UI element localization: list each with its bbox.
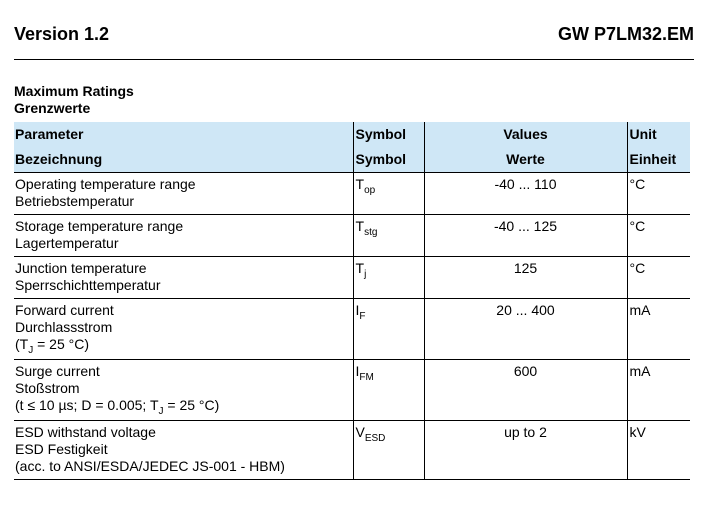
table-row <box>14 173 690 215</box>
value-cell: 20 ... 400 <box>424 299 627 360</box>
section-title <box>14 83 134 117</box>
unit-cell: kV <box>627 421 690 480</box>
header-unit: Unit Einheit <box>627 122 690 173</box>
parameter-en: Storage temperature range <box>15 218 184 234</box>
parameter-cell <box>14 299 353 360</box>
symbol-cell: $I_{FM}$ <box>353 360 424 421</box>
parameter-en: Operating temperature range <box>15 176 196 192</box>
unit-cell: mA <box>627 299 690 360</box>
parameter-cell <box>14 421 353 480</box>
header-divider <box>14 59 694 60</box>
parameter-de: Lagertemperatur <box>15 235 119 251</box>
section-title-de: Grenzwerte <box>14 100 91 116</box>
parameter-de: Stoßstrom <box>15 380 80 396</box>
table-row <box>14 215 690 257</box>
symbol-cell: $T_{stg}$ <box>353 215 424 257</box>
value-cell: -40 ... 125 <box>424 215 627 257</box>
symbol-cell: $T_j$ <box>353 257 424 299</box>
parameter-cell <box>14 173 353 215</box>
unit-cell: °C <box>627 173 690 215</box>
parameter-en: Surge current <box>15 363 100 379</box>
parameter-condition: ($T_J = 25$ °C) <box>15 336 90 356</box>
symbol-cell: $I_F$ <box>353 299 424 360</box>
table-row <box>14 421 690 480</box>
table-header-row <box>14 122 690 173</box>
table-row <box>14 299 690 360</box>
value-cell: 600 <box>424 360 627 421</box>
parameter-condition: (t ≤ 10 µs; D = 0.005; $T_J = 25$ °C) <box>15 397 220 417</box>
parameter-cell <box>14 215 353 257</box>
parameter-de: Durchlassstrom <box>15 319 113 335</box>
version-label: Version 1.2 <box>14 24 110 44</box>
value-cell: -40 ... 110 <box>424 173 627 215</box>
parameter-de: ESD Festigkeit <box>15 441 108 457</box>
parameter-de: Sperrschichttemperatur <box>15 277 161 293</box>
parameter-en: Forward current <box>15 302 114 318</box>
symbol-cell: $V_{ESD}$ <box>353 421 424 480</box>
unit-cell: mA <box>627 360 690 421</box>
header-values: Values Werte <box>424 122 627 173</box>
maximum-ratings-table <box>14 122 690 480</box>
parameter-condition: (acc. to ANSI/ESDA/JEDEC JS-001 - HBM) <box>15 458 285 474</box>
symbol-cell: $T_{op}$ <box>353 173 424 215</box>
parameter-en: ESD withstand voltage <box>15 424 156 440</box>
parameter-en: Junction temperature <box>15 260 147 276</box>
parameter-cell <box>14 257 353 299</box>
parameter-de: Betriebstemperatur <box>15 193 135 209</box>
header-parameter: Parameter Bezeichnung <box>14 122 353 173</box>
section-title-en: Maximum Ratings <box>14 83 134 99</box>
value-cell: up to 2 <box>424 421 627 480</box>
table-row <box>14 257 690 299</box>
header-symbol: Symbol Symbol <box>353 122 424 173</box>
product-code: GW P7LM32.EM <box>557 24 694 44</box>
parameter-cell <box>14 360 353 421</box>
unit-cell: °C <box>627 257 690 299</box>
table-row <box>14 360 690 421</box>
unit-cell: °C <box>627 215 690 257</box>
value-cell: 125 <box>424 257 627 299</box>
